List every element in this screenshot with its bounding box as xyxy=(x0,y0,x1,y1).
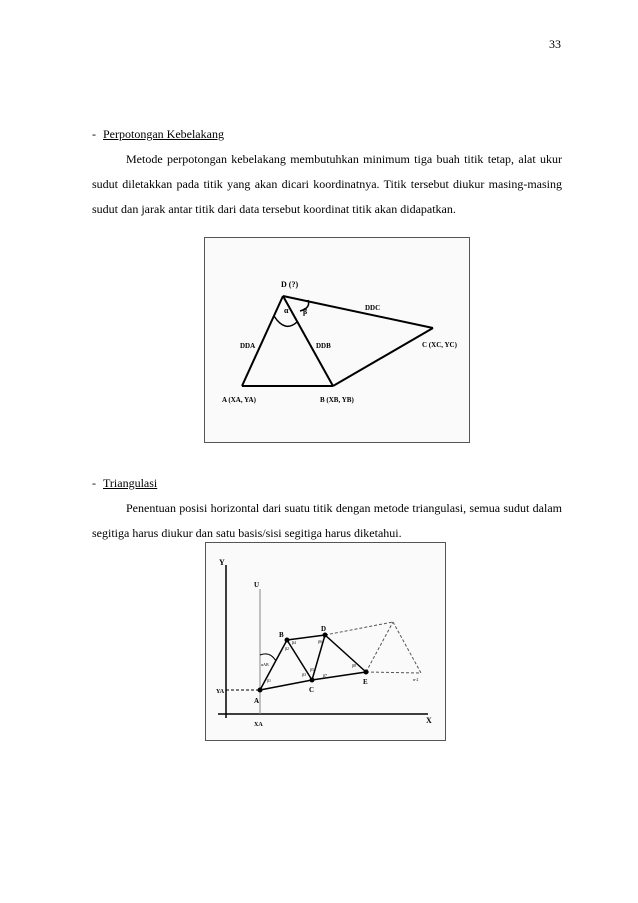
figure-resection xyxy=(204,237,470,443)
label-point-c: C (XC, YC) xyxy=(422,341,457,349)
label-y-a: YA xyxy=(216,689,225,695)
label-d-dc: DDC xyxy=(365,304,381,312)
label-beta2: β2 xyxy=(285,646,290,651)
bullet-dash: - xyxy=(92,127,96,141)
dash-e-next xyxy=(366,622,393,672)
label-beta3: β3 xyxy=(302,672,307,677)
point-a-marker xyxy=(258,688,263,693)
label-beta1: β1 xyxy=(267,678,272,683)
line-ce xyxy=(312,672,366,680)
label-axis-u: U xyxy=(254,581,260,589)
triangulation-diagram xyxy=(206,543,445,740)
point-e-marker xyxy=(364,670,369,675)
dash-d-next xyxy=(325,622,393,635)
label-point-d: D (?) xyxy=(281,280,299,289)
label-beta: β xyxy=(303,307,308,316)
label-point-a: A xyxy=(254,697,260,705)
label-d-da: DDA xyxy=(240,342,256,350)
line-bc xyxy=(287,640,315,680)
section-heading-perpotongan xyxy=(92,127,224,142)
point-b-marker xyxy=(285,638,290,643)
figure-triangulation xyxy=(205,542,446,741)
section-heading-triangulasi xyxy=(92,476,157,491)
label-point-c: C xyxy=(309,686,315,694)
label-beta6: β6 xyxy=(318,639,323,644)
label-point-d: D xyxy=(321,625,327,633)
bullet-dash: - xyxy=(92,476,96,490)
section-title: Perpotongan Kebelakang xyxy=(103,127,224,141)
arc-azimuth xyxy=(260,654,276,661)
arc-alpha xyxy=(274,316,297,326)
label-x-a: XA xyxy=(254,722,263,728)
point-d-marker xyxy=(323,633,328,638)
label-beta5: β5 xyxy=(310,667,315,672)
point-c-marker xyxy=(310,678,315,683)
paragraph-triangulasi: Penentuan posisi horizontal dari suatu titik dengan metode triangulasi, semua sudut dalam segitiga harus diukur dan satu basis/sisi segitiga harus diketahui. xyxy=(92,501,562,540)
resection-diagram xyxy=(205,238,469,442)
label-axis-x: X xyxy=(426,716,432,725)
section-title: Triangulasi xyxy=(103,476,158,490)
page-number: 33 xyxy=(549,37,561,51)
label-point-e: E xyxy=(363,678,368,686)
label-beta4: β4 xyxy=(292,640,297,645)
dash-e-end xyxy=(366,672,421,673)
label-d-db: DDB xyxy=(316,342,331,350)
label-point-b: B xyxy=(279,631,284,639)
label-n-minus-2: n-2 xyxy=(413,677,419,682)
line-da xyxy=(242,296,283,386)
label-alpha: α xyxy=(284,306,289,315)
line-db xyxy=(283,296,333,386)
dash-next-end xyxy=(393,622,421,673)
label-beta7: β7 xyxy=(323,673,328,678)
label-axis-y: Y xyxy=(219,558,225,567)
label-beta8: β8 xyxy=(352,663,357,668)
line-de xyxy=(325,635,366,672)
label-azimuth: αAB xyxy=(261,662,269,667)
line-cb xyxy=(333,328,433,386)
label-point-b: B (XB, YB) xyxy=(320,396,354,404)
label-point-a: A (XA, YA) xyxy=(222,396,256,404)
paragraph-perpotongan: Metode perpotongan kebelakang membutuhkan minimum tiga buah titik tetap, alat ukur sudut diletakkan pada titik yang akan dicari koordinatnya. Titik tersebut diukur masing-masing sudut dan jarak antar titik dari data tersebut koordinat titik akan didapatkan. xyxy=(92,152,562,216)
